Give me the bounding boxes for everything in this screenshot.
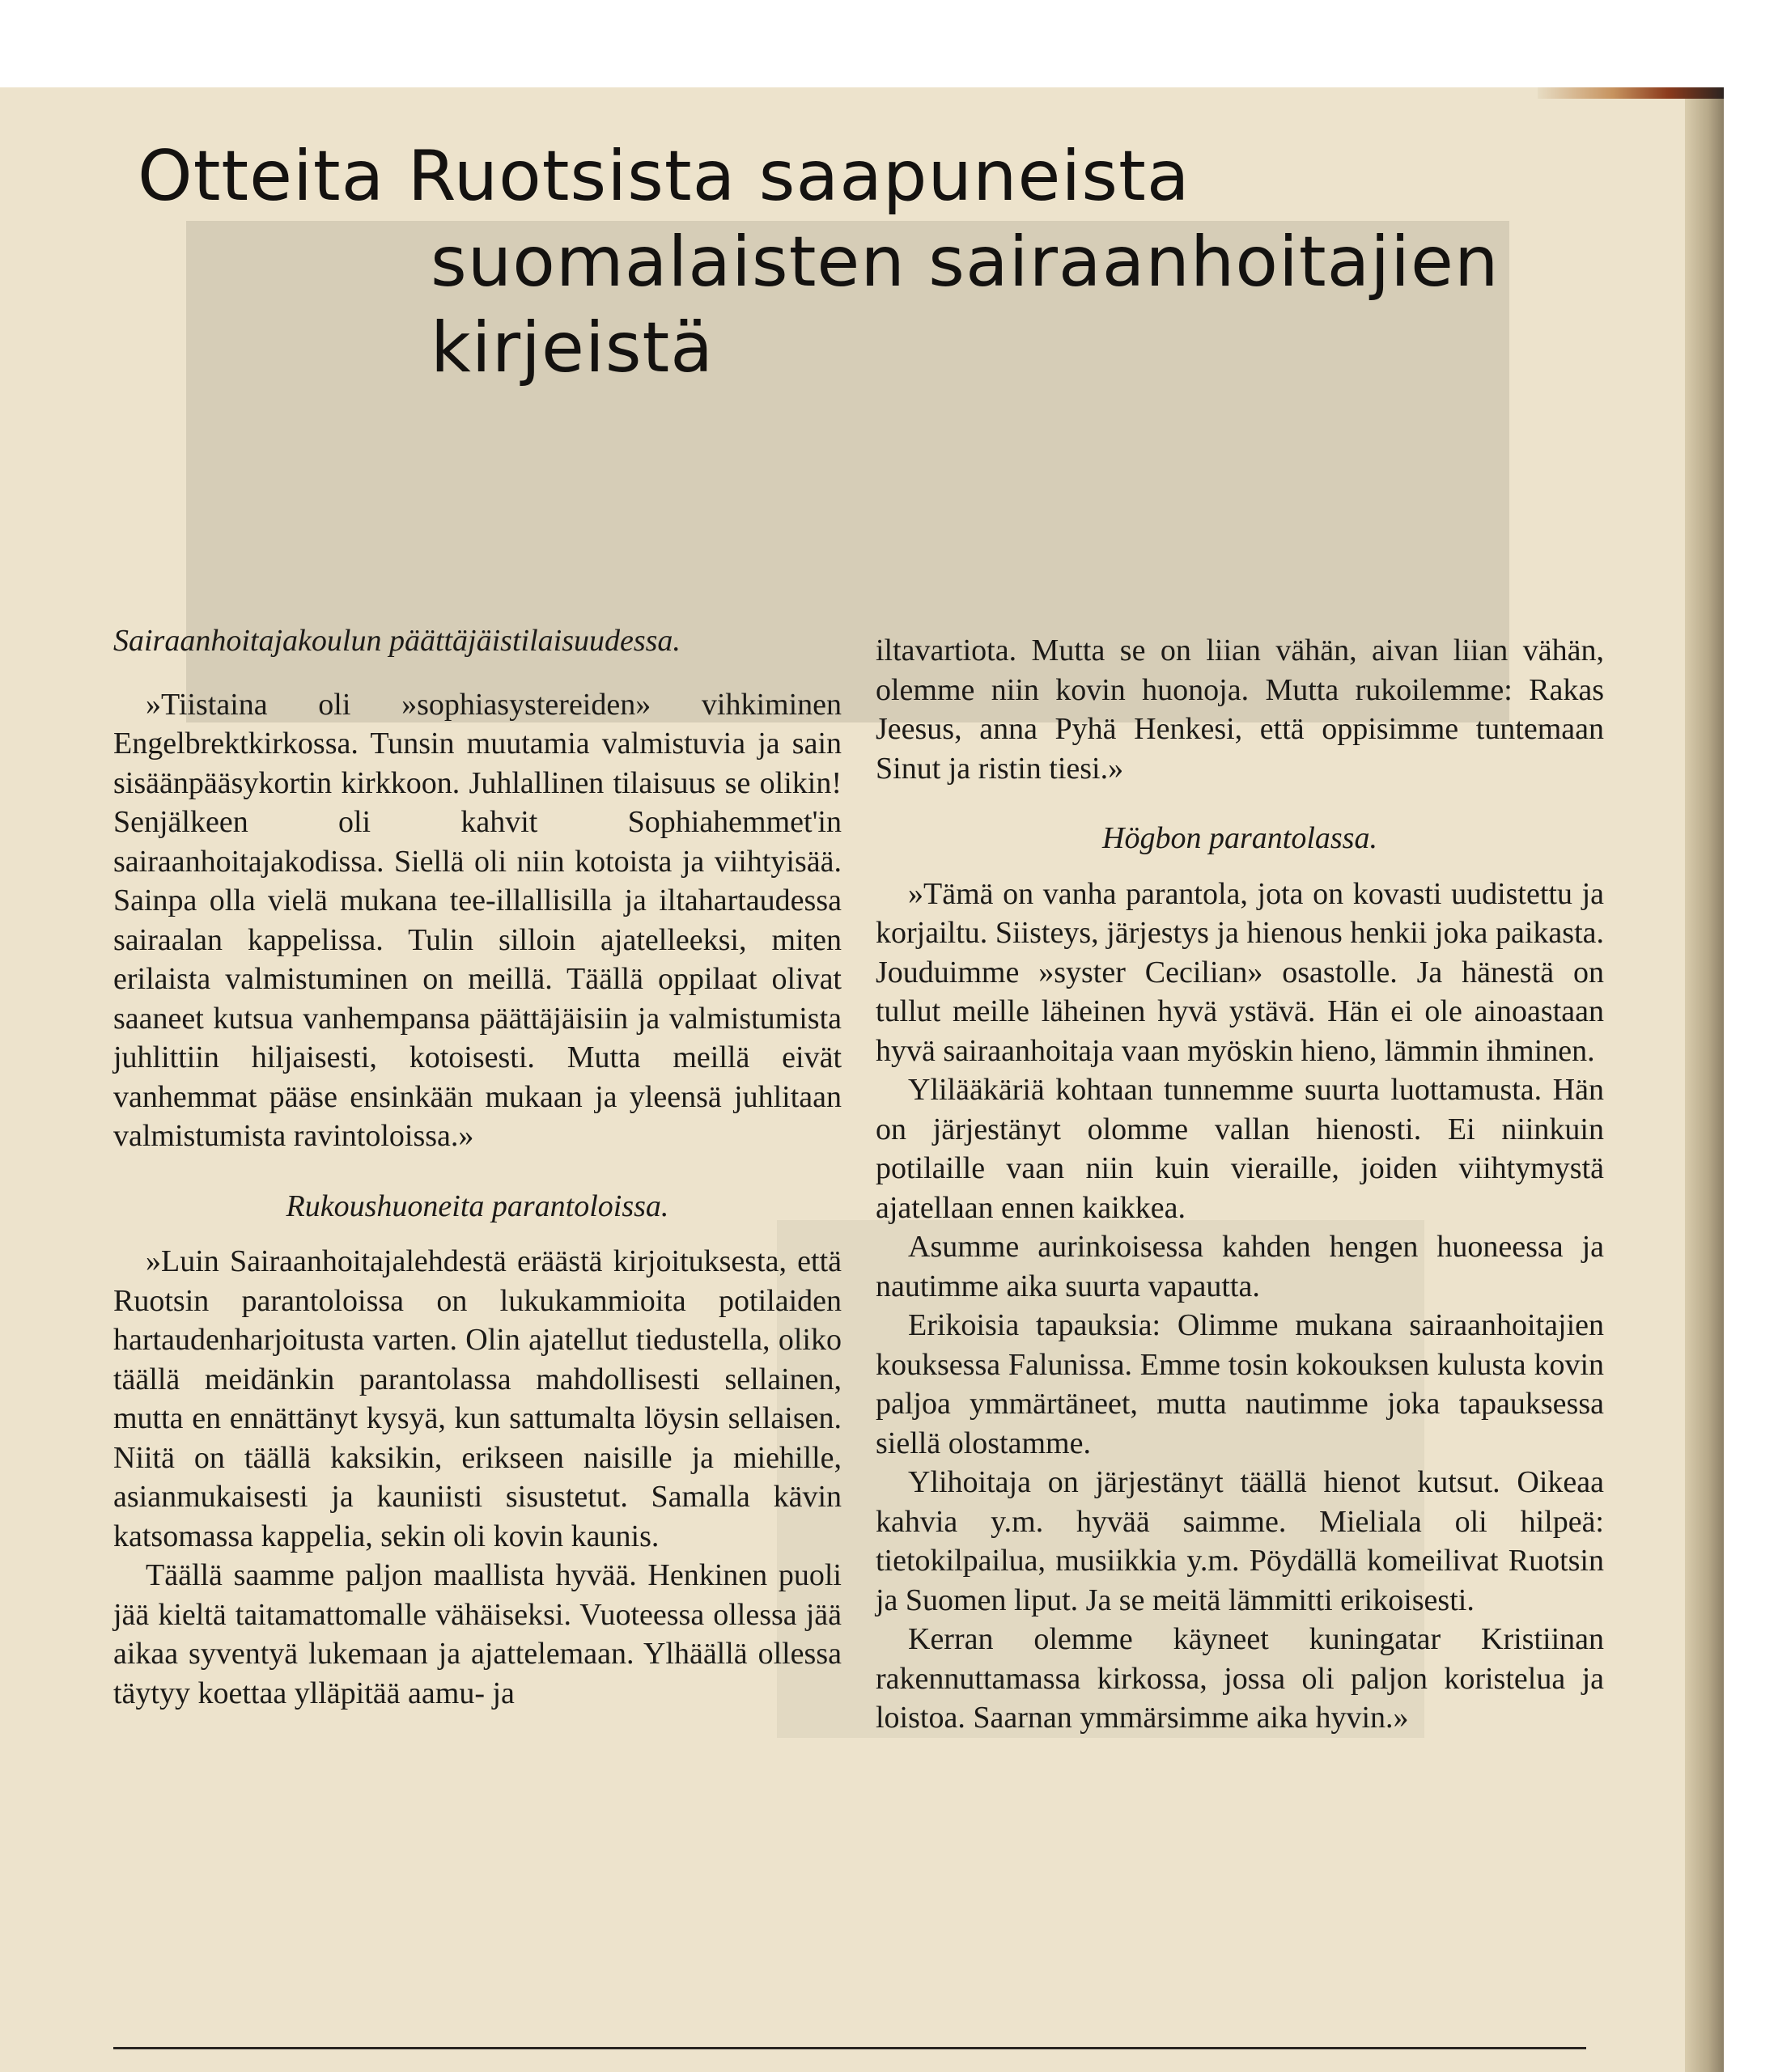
section-heading: Sairaanhoitajakoulun päättäjäistilaisuudessa. [113, 624, 681, 658]
title-line-2: suomalaisten sairaanhoitajien [431, 222, 1500, 303]
paragraph: Asumme aurinkoisessa kahden hengen huoneessa ja nautimme aika suurta vapautta. [876, 1230, 1604, 1303]
paragraph: Erikoisia tapauksia: Olimme mukana sairaanhoitajien kouksessa Falunissa. Emme tosin kokouksen kulusta kovin paljoa ymmärtäneet, mutta nautimme joka tapauksessa siellä olostamme. [876, 1308, 1604, 1460]
page-edge-shadow [1685, 87, 1724, 2072]
paragraph: Täällä saamme paljon maallista hyvää. Henkinen puoli jää kieltä taitamattomalle vähäiseksi. Vuoteessa ollessa jää aikaa syventyä lukemaan ja ajattelemaan. Ylhäällä ollessa täytyy koettaa ylläpitää aamu- ja [113, 1558, 842, 1710]
title-line-3: kirjeistä [431, 307, 714, 388]
left-column [113, 621, 842, 1713]
paragraph: »Tämä on vanha parantola, jota on kovasti uudistettu ja korjailtu. Siisteys, järjestys ja hienous henkii joka paikasta. Jouduimme »syster Cecilian» osastolle. Ja hänestä on tullut meille läheinen hyvä ystävä. Hän ei ole ainoastaan hyvä sairaanhoitaja vaan myöskin hieno, lämmin ihminen. [876, 876, 1604, 1068]
paragraph: iltavartiota. Mutta se on liian vähän, aivan liian vähän, olemme niin kovin huonoja. Mutta rukoilemme: Rakas Jeesus, anna Pyhä Henkesi, että oppisimme tuntemaan Sinut ja ristin tiesi.» [876, 633, 1604, 786]
right-column [876, 631, 1604, 1738]
article-title [138, 133, 1554, 391]
paragraph: Ylilääkäriä kohtaan tunnemme suurta luottamusta. Hän on järjestänyt olomme vallan hienosti. Ei niinkuin potilaille vaan niin kuin vieraille, joiden viihtymystä ajatellaan ennen kaikkea. [876, 1073, 1604, 1225]
title-line-1: Otteita Ruotsista saapuneista [138, 136, 1190, 217]
book-cover-corner [1538, 87, 1724, 99]
paragraph: »Tiistaina oli »sophiasystereiden» vihkiminen Engelbrektkirkossa. Tunsin muutamia valmistuvia ja sain sisäänpääsykortin kirkkoon. Juhlallinen tilaisuus se olikin! Senjälkeen oli kahvit Sophiahemmet'in sairaanhoitajakodissa. Siellä oli niin kotoista ja viihtyisää. Sainpa olla vielä mukana tee-illallisilla ja iltahartaudessa sairaalan kappelissa. Tulin silloin ajatelleeksi, miten erilaista valmistuminen on meillä. Täällä oppilaat olivat saaneet kutsua vanhempansa päättäjäisiin ja valmistumista juhlittiin hiljaisesti, kotoisesti. Mutta meillä eivät vanhemmat pääse ensinkään mukaan ja yleensä juhlitaan valmistumista ravintoloissa.» [113, 687, 842, 1153]
section-heading: Högbon parantolassa. [1102, 821, 1377, 855]
paragraph: Kerran olemme käyneet kuningatar Kristiinan rakennuttamassa kirkossa, jossa oli paljon koristelua ja loistoa. Saarnan ymmärsimme aika hyvin.» [876, 1622, 1604, 1735]
section-heading: Rukoushuoneita parantoloissa. [286, 1189, 669, 1223]
paragraph: Ylihoitaja on järjestänyt täällä hienot kutsut. Oikeaa kahvia y.m. hyvää saimme. Mieliala oli hilpeä: tietokilpailua, musiikkia y.m. Pöydällä komeilivat Ruotsin ja Suomen liput. Ja se meitä lämmitti erikoisesti. [876, 1465, 1604, 1617]
paragraph: »Luin Sairaanhoitajalehdestä eräästä kirjoituksesta, että Ruotsin parantoloissa on lukukammioita potilaiden hartaudenharjoitusta varten. Olin ajatellut tiedustella, oliko täällä meidänkin parantolassa mahdollisesti sellainen, mutta en ennättänyt kysyä, kun sattumalta löysin sellaisen. Niitä on täällä kaksikin, erikseen naisille ja miehille, asianmukaisesti ja kauniisti sisustetut. Samalla kävin katsomassa kappelia, sekin oli kovin kaunis. [113, 1244, 842, 1553]
bottom-rule [113, 2047, 1586, 2049]
